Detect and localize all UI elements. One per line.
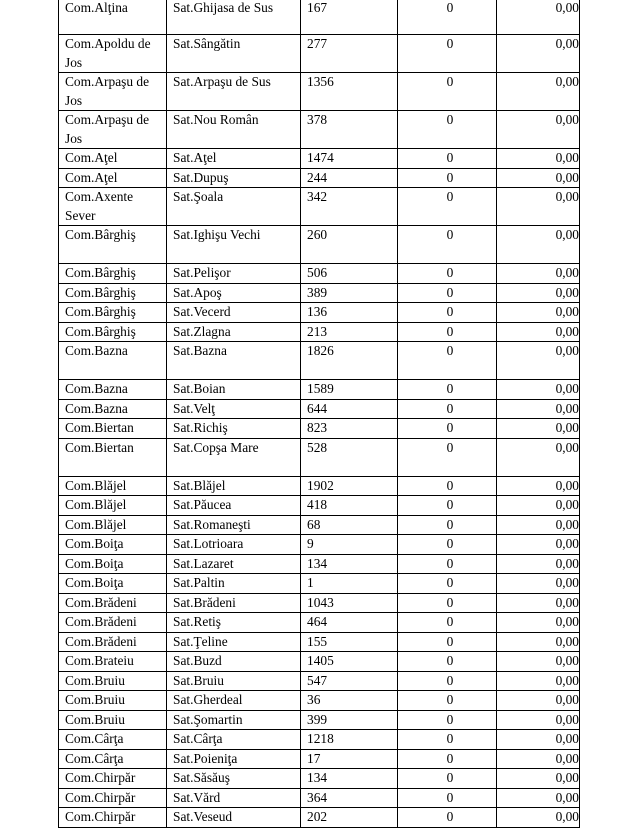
commune-cell: Com.Brădeni: [59, 613, 167, 633]
village-cell: Sat.Richiş: [167, 419, 301, 439]
table-row: [59, 380, 580, 400]
population-cell: 1826: [301, 342, 398, 380]
amount-cell: 0,00: [497, 496, 580, 516]
village-cell: Sat.Romaneşti: [167, 515, 301, 535]
amount-cell: 0,00: [497, 749, 580, 769]
population-cell: 260: [301, 226, 398, 264]
population-cell: 213: [301, 322, 398, 342]
commune-cell: Com.Chirpăr: [59, 769, 167, 789]
population-cell: 1: [301, 574, 398, 594]
commune-cell: Com.Bârghiş: [59, 303, 167, 323]
table-row: [59, 671, 580, 691]
amount-cell: 0,00: [497, 632, 580, 652]
population-cell: 167: [301, 0, 398, 35]
commune-cell: Com.Biertan: [59, 438, 167, 476]
count-cell: 0: [398, 769, 497, 789]
village-cell: Sat.Vărd: [167, 788, 301, 808]
amount-cell: 0,00: [497, 226, 580, 264]
count-cell: 0: [398, 652, 497, 672]
count-cell: 0: [398, 322, 497, 342]
amount-cell: 0,00: [497, 671, 580, 691]
count-cell: 0: [398, 283, 497, 303]
table-row: [59, 749, 580, 769]
amount-cell: 0,00: [497, 515, 580, 535]
village-cell: Sat.Velţ: [167, 399, 301, 419]
commune-cell: Com.Bârghiş: [59, 264, 167, 284]
villages-table: [58, 0, 580, 828]
table-row: [59, 419, 580, 439]
population-cell: 277: [301, 35, 398, 73]
table-row: [59, 574, 580, 594]
amount-cell: 0,00: [497, 730, 580, 750]
commune-cell: Com.Bârghiş: [59, 283, 167, 303]
commune-cell: Com.Axente Sever: [59, 188, 167, 226]
population-cell: 547: [301, 671, 398, 691]
table-row: [59, 168, 580, 188]
population-cell: 134: [301, 554, 398, 574]
village-cell: Sat.Lotrioara: [167, 535, 301, 555]
population-cell: 68: [301, 515, 398, 535]
village-cell: Sat.Cârţa: [167, 730, 301, 750]
count-cell: 0: [398, 749, 497, 769]
table-row: [59, 149, 580, 169]
table-row: [59, 652, 580, 672]
village-cell: Sat.Bruiu: [167, 671, 301, 691]
population-cell: 155: [301, 632, 398, 652]
table-row: [59, 496, 580, 516]
amount-cell: 0,00: [497, 111, 580, 149]
population-cell: 1405: [301, 652, 398, 672]
table-row: [59, 303, 580, 323]
count-cell: 0: [398, 73, 497, 111]
amount-cell: 0,00: [497, 419, 580, 439]
village-cell: Sat.Nou Român: [167, 111, 301, 149]
population-cell: 506: [301, 264, 398, 284]
count-cell: 0: [398, 226, 497, 264]
amount-cell: 0,00: [497, 769, 580, 789]
village-cell: Sat.Pelişor: [167, 264, 301, 284]
village-cell: Sat.Buzd: [167, 652, 301, 672]
table-row: [59, 769, 580, 789]
count-cell: 0: [398, 264, 497, 284]
commune-cell: Com.Cârţa: [59, 749, 167, 769]
commune-cell: Com.Blăjel: [59, 476, 167, 496]
count-cell: 0: [398, 691, 497, 711]
commune-cell: Com.Bazna: [59, 342, 167, 380]
population-cell: 1218: [301, 730, 398, 750]
village-cell: Sat.Retiş: [167, 613, 301, 633]
population-cell: 418: [301, 496, 398, 516]
table-row: [59, 438, 580, 476]
commune-cell: Com.Blăjel: [59, 496, 167, 516]
village-cell: Sat.Copşa Mare: [167, 438, 301, 476]
amount-cell: 0,00: [497, 283, 580, 303]
table-body: [59, 0, 580, 827]
population-cell: 1043: [301, 593, 398, 613]
count-cell: 0: [398, 476, 497, 496]
commune-cell: Com.Biertan: [59, 419, 167, 439]
village-cell: Sat.Lazaret: [167, 554, 301, 574]
table-row: [59, 188, 580, 226]
amount-cell: 0,00: [497, 399, 580, 419]
table-row: [59, 593, 580, 613]
village-cell: Sat.Gherdeal: [167, 691, 301, 711]
population-cell: 134: [301, 769, 398, 789]
commune-cell: Com.Brateiu: [59, 652, 167, 672]
population-cell: 136: [301, 303, 398, 323]
village-cell: Sat.Dupuş: [167, 168, 301, 188]
count-cell: 0: [398, 535, 497, 555]
amount-cell: 0,00: [497, 380, 580, 400]
count-cell: 0: [398, 149, 497, 169]
population-cell: 17: [301, 749, 398, 769]
commune-cell: Com.Aţel: [59, 168, 167, 188]
village-cell: Sat.Săsăuş: [167, 769, 301, 789]
commune-cell: Com.Alţina: [59, 0, 167, 35]
commune-cell: Com.Chirpăr: [59, 808, 167, 828]
amount-cell: 0,00: [497, 535, 580, 555]
amount-cell: 0,00: [497, 149, 580, 169]
amount-cell: 0,00: [497, 303, 580, 323]
amount-cell: 0,00: [497, 808, 580, 828]
table-row: [59, 111, 580, 149]
table-row: [59, 226, 580, 264]
population-cell: 202: [301, 808, 398, 828]
population-cell: 1589: [301, 380, 398, 400]
commune-cell: Com.Arpaşu de Jos: [59, 111, 167, 149]
amount-cell: 0,00: [497, 0, 580, 35]
table-row: [59, 808, 580, 828]
count-cell: 0: [398, 554, 497, 574]
table-row: [59, 691, 580, 711]
village-cell: Sat.Aţel: [167, 149, 301, 169]
count-cell: 0: [398, 380, 497, 400]
population-cell: 378: [301, 111, 398, 149]
population-cell: 644: [301, 399, 398, 419]
village-cell: Sat.Ţeline: [167, 632, 301, 652]
table-row: [59, 515, 580, 535]
village-cell: Sat.Arpaşu de Sus: [167, 73, 301, 111]
population-cell: 823: [301, 419, 398, 439]
count-cell: 0: [398, 574, 497, 594]
commune-cell: Com.Arpaşu de Jos: [59, 73, 167, 111]
count-cell: 0: [398, 515, 497, 535]
commune-cell: Com.Blăjel: [59, 515, 167, 535]
table-row: [59, 283, 580, 303]
amount-cell: 0,00: [497, 554, 580, 574]
count-cell: 0: [398, 0, 497, 35]
amount-cell: 0,00: [497, 613, 580, 633]
amount-cell: 0,00: [497, 168, 580, 188]
population-cell: 36: [301, 691, 398, 711]
population-cell: 1902: [301, 476, 398, 496]
amount-cell: 0,00: [497, 476, 580, 496]
count-cell: 0: [398, 730, 497, 750]
table-row: [59, 710, 580, 730]
amount-cell: 0,00: [497, 710, 580, 730]
village-cell: Sat.Bazna: [167, 342, 301, 380]
commune-cell: Com.Bruiu: [59, 671, 167, 691]
table-row: [59, 730, 580, 750]
amount-cell: 0,00: [497, 438, 580, 476]
amount-cell: 0,00: [497, 342, 580, 380]
population-cell: 464: [301, 613, 398, 633]
count-cell: 0: [398, 808, 497, 828]
count-cell: 0: [398, 303, 497, 323]
count-cell: 0: [398, 710, 497, 730]
amount-cell: 0,00: [497, 652, 580, 672]
village-cell: Sat.Poieniţa: [167, 749, 301, 769]
commune-cell: Com.Boiţa: [59, 574, 167, 594]
population-cell: 1474: [301, 149, 398, 169]
amount-cell: 0,00: [497, 322, 580, 342]
population-cell: 389: [301, 283, 398, 303]
count-cell: 0: [398, 188, 497, 226]
amount-cell: 0,00: [497, 788, 580, 808]
count-cell: 0: [398, 35, 497, 73]
count-cell: 0: [398, 593, 497, 613]
commune-cell: Com.Bruiu: [59, 691, 167, 711]
count-cell: 0: [398, 632, 497, 652]
commune-cell: Com.Chirpăr: [59, 788, 167, 808]
village-cell: Sat.Paltin: [167, 574, 301, 594]
village-cell: Sat.Ighişu Vechi: [167, 226, 301, 264]
commune-cell: Com.Boiţa: [59, 554, 167, 574]
count-cell: 0: [398, 671, 497, 691]
village-cell: Sat.Brădeni: [167, 593, 301, 613]
amount-cell: 0,00: [497, 264, 580, 284]
count-cell: 0: [398, 342, 497, 380]
table-row: [59, 554, 580, 574]
commune-cell: Com.Bârghiş: [59, 322, 167, 342]
population-cell: 528: [301, 438, 398, 476]
count-cell: 0: [398, 496, 497, 516]
table-row: [59, 342, 580, 380]
amount-cell: 0,00: [497, 73, 580, 111]
table-row: [59, 788, 580, 808]
table-row: [59, 476, 580, 496]
commune-cell: Com.Boiţa: [59, 535, 167, 555]
commune-cell: Com.Bazna: [59, 399, 167, 419]
population-cell: 342: [301, 188, 398, 226]
commune-cell: Com.Brădeni: [59, 593, 167, 613]
table-row: [59, 264, 580, 284]
table-row: [59, 632, 580, 652]
commune-cell: Com.Apoldu de Jos: [59, 35, 167, 73]
table-row: [59, 322, 580, 342]
amount-cell: 0,00: [497, 691, 580, 711]
amount-cell: 0,00: [497, 188, 580, 226]
village-cell: Sat.Blăjel: [167, 476, 301, 496]
count-cell: 0: [398, 438, 497, 476]
table-row: [59, 535, 580, 555]
village-cell: Sat.Păucea: [167, 496, 301, 516]
table-row: [59, 35, 580, 73]
commune-cell: Com.Bazna: [59, 380, 167, 400]
count-cell: 0: [398, 419, 497, 439]
village-cell: Sat.Şoala: [167, 188, 301, 226]
village-cell: Sat.Vecerd: [167, 303, 301, 323]
table-row: [59, 399, 580, 419]
population-cell: 364: [301, 788, 398, 808]
amount-cell: 0,00: [497, 593, 580, 613]
count-cell: 0: [398, 788, 497, 808]
table-row: [59, 0, 580, 35]
commune-cell: Com.Aţel: [59, 149, 167, 169]
amount-cell: 0,00: [497, 574, 580, 594]
population-cell: 399: [301, 710, 398, 730]
commune-cell: Com.Cârţa: [59, 730, 167, 750]
village-cell: Sat.Zlagna: [167, 322, 301, 342]
village-cell: Sat.Ghijasa de Sus: [167, 0, 301, 35]
commune-cell: Com.Bârghiş: [59, 226, 167, 264]
count-cell: 0: [398, 613, 497, 633]
village-cell: Sat.Boian: [167, 380, 301, 400]
count-cell: 0: [398, 111, 497, 149]
count-cell: 0: [398, 168, 497, 188]
village-cell: Sat.Sângătin: [167, 35, 301, 73]
village-cell: Sat.Veseud: [167, 808, 301, 828]
amount-cell: 0,00: [497, 35, 580, 73]
table-row: [59, 73, 580, 111]
count-cell: 0: [398, 399, 497, 419]
population-cell: 1356: [301, 73, 398, 111]
population-cell: 9: [301, 535, 398, 555]
commune-cell: Com.Bruiu: [59, 710, 167, 730]
village-cell: Sat.Apoş: [167, 283, 301, 303]
village-cell: Sat.Şomartin: [167, 710, 301, 730]
population-cell: 244: [301, 168, 398, 188]
table-row: [59, 613, 580, 633]
commune-cell: Com.Brădeni: [59, 632, 167, 652]
